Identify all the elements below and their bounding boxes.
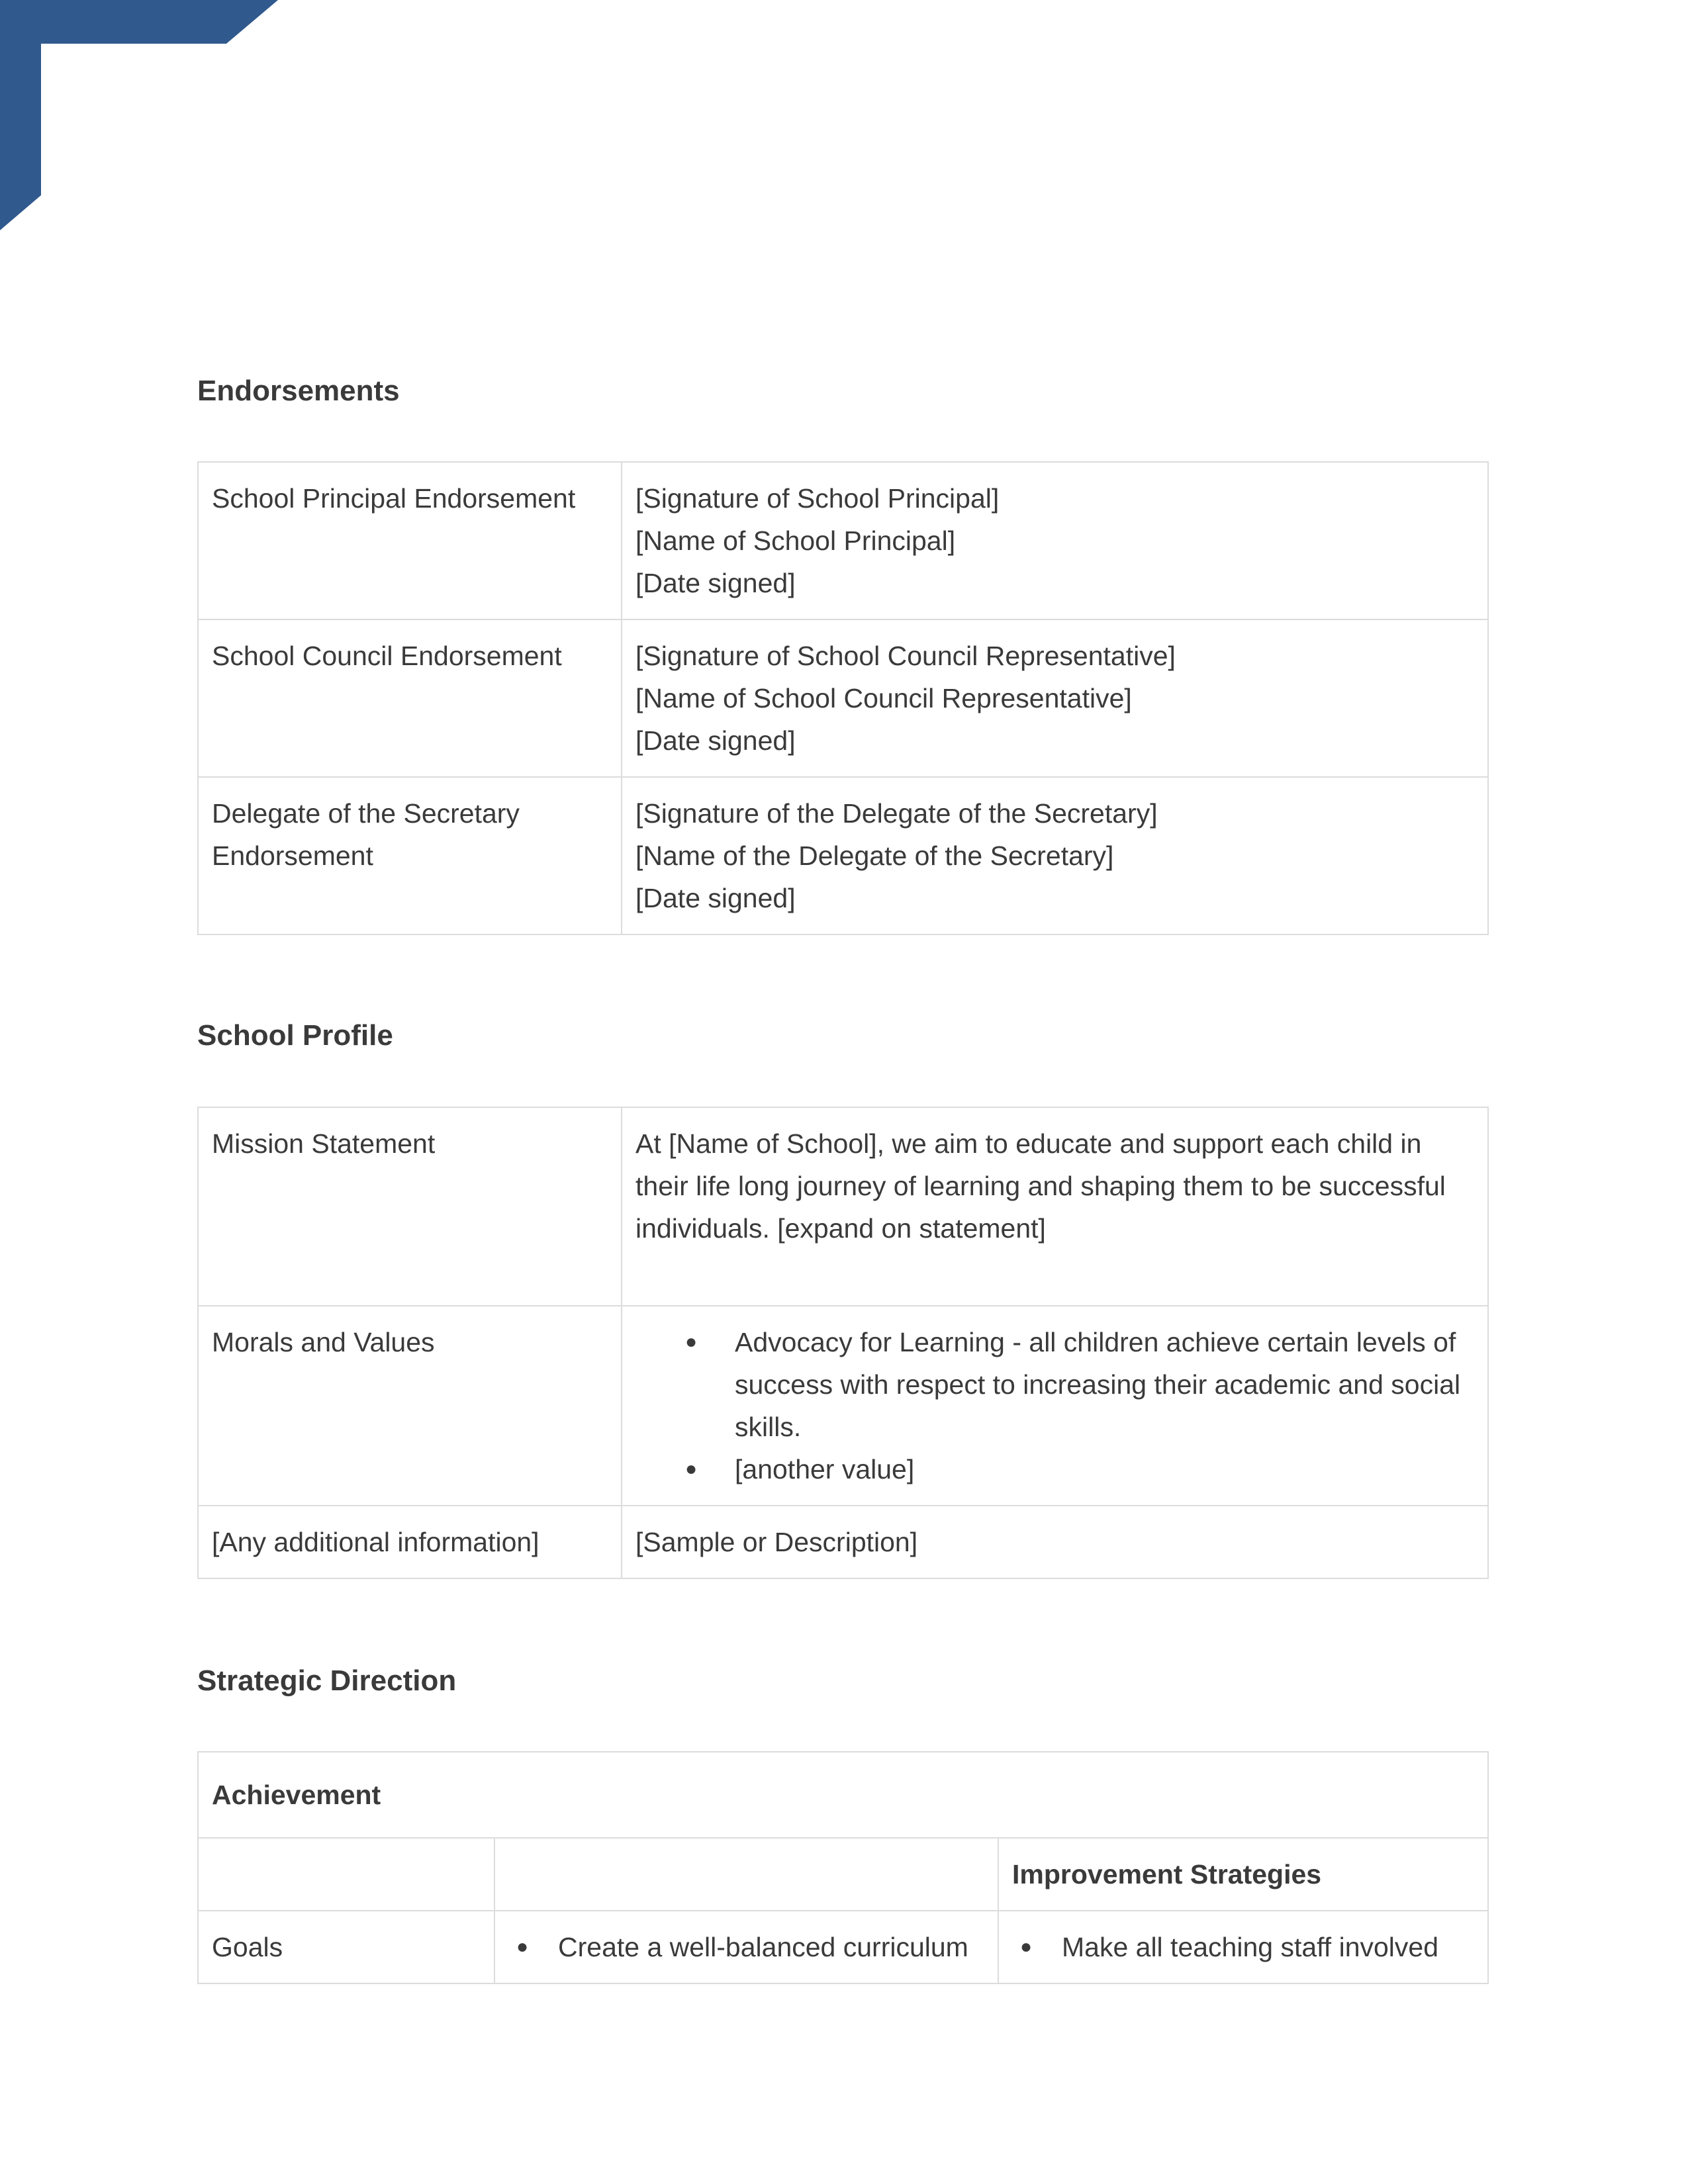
date-placeholder: [Date signed] bbox=[635, 883, 796, 913]
strategic-direction-heading: Strategic Direction bbox=[197, 1664, 457, 1697]
additional-info-label: [Any additional information] bbox=[198, 1506, 622, 1578]
table-row bbox=[198, 1506, 1488, 1578]
mission-statement-text: At [Name of School], we aim to educate and support each child in their life long journey of learning and shaping them to be successful individuals. [expand on statement] bbox=[622, 1107, 1488, 1306]
name-placeholder: [Name of the Delegate of the Secretary] bbox=[635, 841, 1114, 871]
endorsement-label: Delegate of the Secretary Endorsement bbox=[198, 777, 622, 934]
table-row bbox=[198, 1107, 1488, 1306]
endorsements-table bbox=[197, 461, 1489, 935]
goals-cell bbox=[494, 1911, 998, 1983]
school-profile-table bbox=[197, 1107, 1489, 1579]
table-row bbox=[198, 1911, 1488, 1983]
list-item: ● Create a well-balanced curriculum bbox=[508, 1926, 984, 1968]
list-item: ● Make all teaching staff involved bbox=[1012, 1926, 1474, 1968]
strategies-cell bbox=[998, 1911, 1488, 1983]
header-cell bbox=[494, 1838, 998, 1911]
signature-placeholder: [Signature of School Principal] bbox=[635, 483, 1000, 514]
table-row bbox=[198, 777, 1488, 934]
date-placeholder: [Date signed] bbox=[635, 568, 796, 598]
additional-info-value: [Sample or Description] bbox=[622, 1506, 1488, 1578]
table-row bbox=[198, 1752, 1488, 1838]
name-placeholder: [Name of School Principal] bbox=[635, 525, 956, 556]
signature-placeholder: [Signature of School Council Representative] bbox=[635, 641, 1176, 671]
school-profile-heading: School Profile bbox=[197, 1019, 393, 1052]
endorsements-heading: Endorsements bbox=[197, 375, 400, 407]
endorsement-details bbox=[622, 619, 1488, 777]
strategic-direction-table bbox=[197, 1751, 1489, 1984]
endorsement-details bbox=[622, 462, 1488, 619]
list-item: ● Advocacy for Learning - all children achieve certain levels of success with respect to increasing their academic and social skills. bbox=[635, 1321, 1474, 1448]
signature-placeholder: [Signature of the Delegate of the Secretary] bbox=[635, 798, 1158, 829]
name-placeholder: [Name of School Council Representative] bbox=[635, 683, 1132, 713]
achievement-title: Achievement bbox=[198, 1752, 1488, 1838]
list-item: ● [another value] bbox=[635, 1448, 1474, 1490]
header-cell bbox=[198, 1838, 494, 1911]
date-placeholder: [Date signed] bbox=[635, 725, 796, 756]
table-row bbox=[198, 1838, 1488, 1911]
corner-decoration bbox=[0, 0, 285, 232]
goals-label: Goals bbox=[198, 1911, 494, 1983]
morals-values-list bbox=[635, 1321, 1474, 1490]
morals-values-label: Morals and Values bbox=[198, 1306, 622, 1506]
endorsement-label: School Council Endorsement bbox=[198, 619, 622, 777]
endorsement-label: School Principal Endorsement bbox=[198, 462, 622, 619]
endorsement-details bbox=[622, 777, 1488, 934]
strategies-list bbox=[1012, 1926, 1474, 1968]
goals-list bbox=[508, 1926, 984, 1968]
improvement-strategies-header: Improvement Strategies bbox=[998, 1838, 1488, 1911]
table-row bbox=[198, 462, 1488, 619]
morals-values-cell bbox=[622, 1306, 1488, 1506]
mission-statement-label: Mission Statement bbox=[198, 1107, 622, 1306]
table-row bbox=[198, 1306, 1488, 1506]
table-row bbox=[198, 619, 1488, 777]
